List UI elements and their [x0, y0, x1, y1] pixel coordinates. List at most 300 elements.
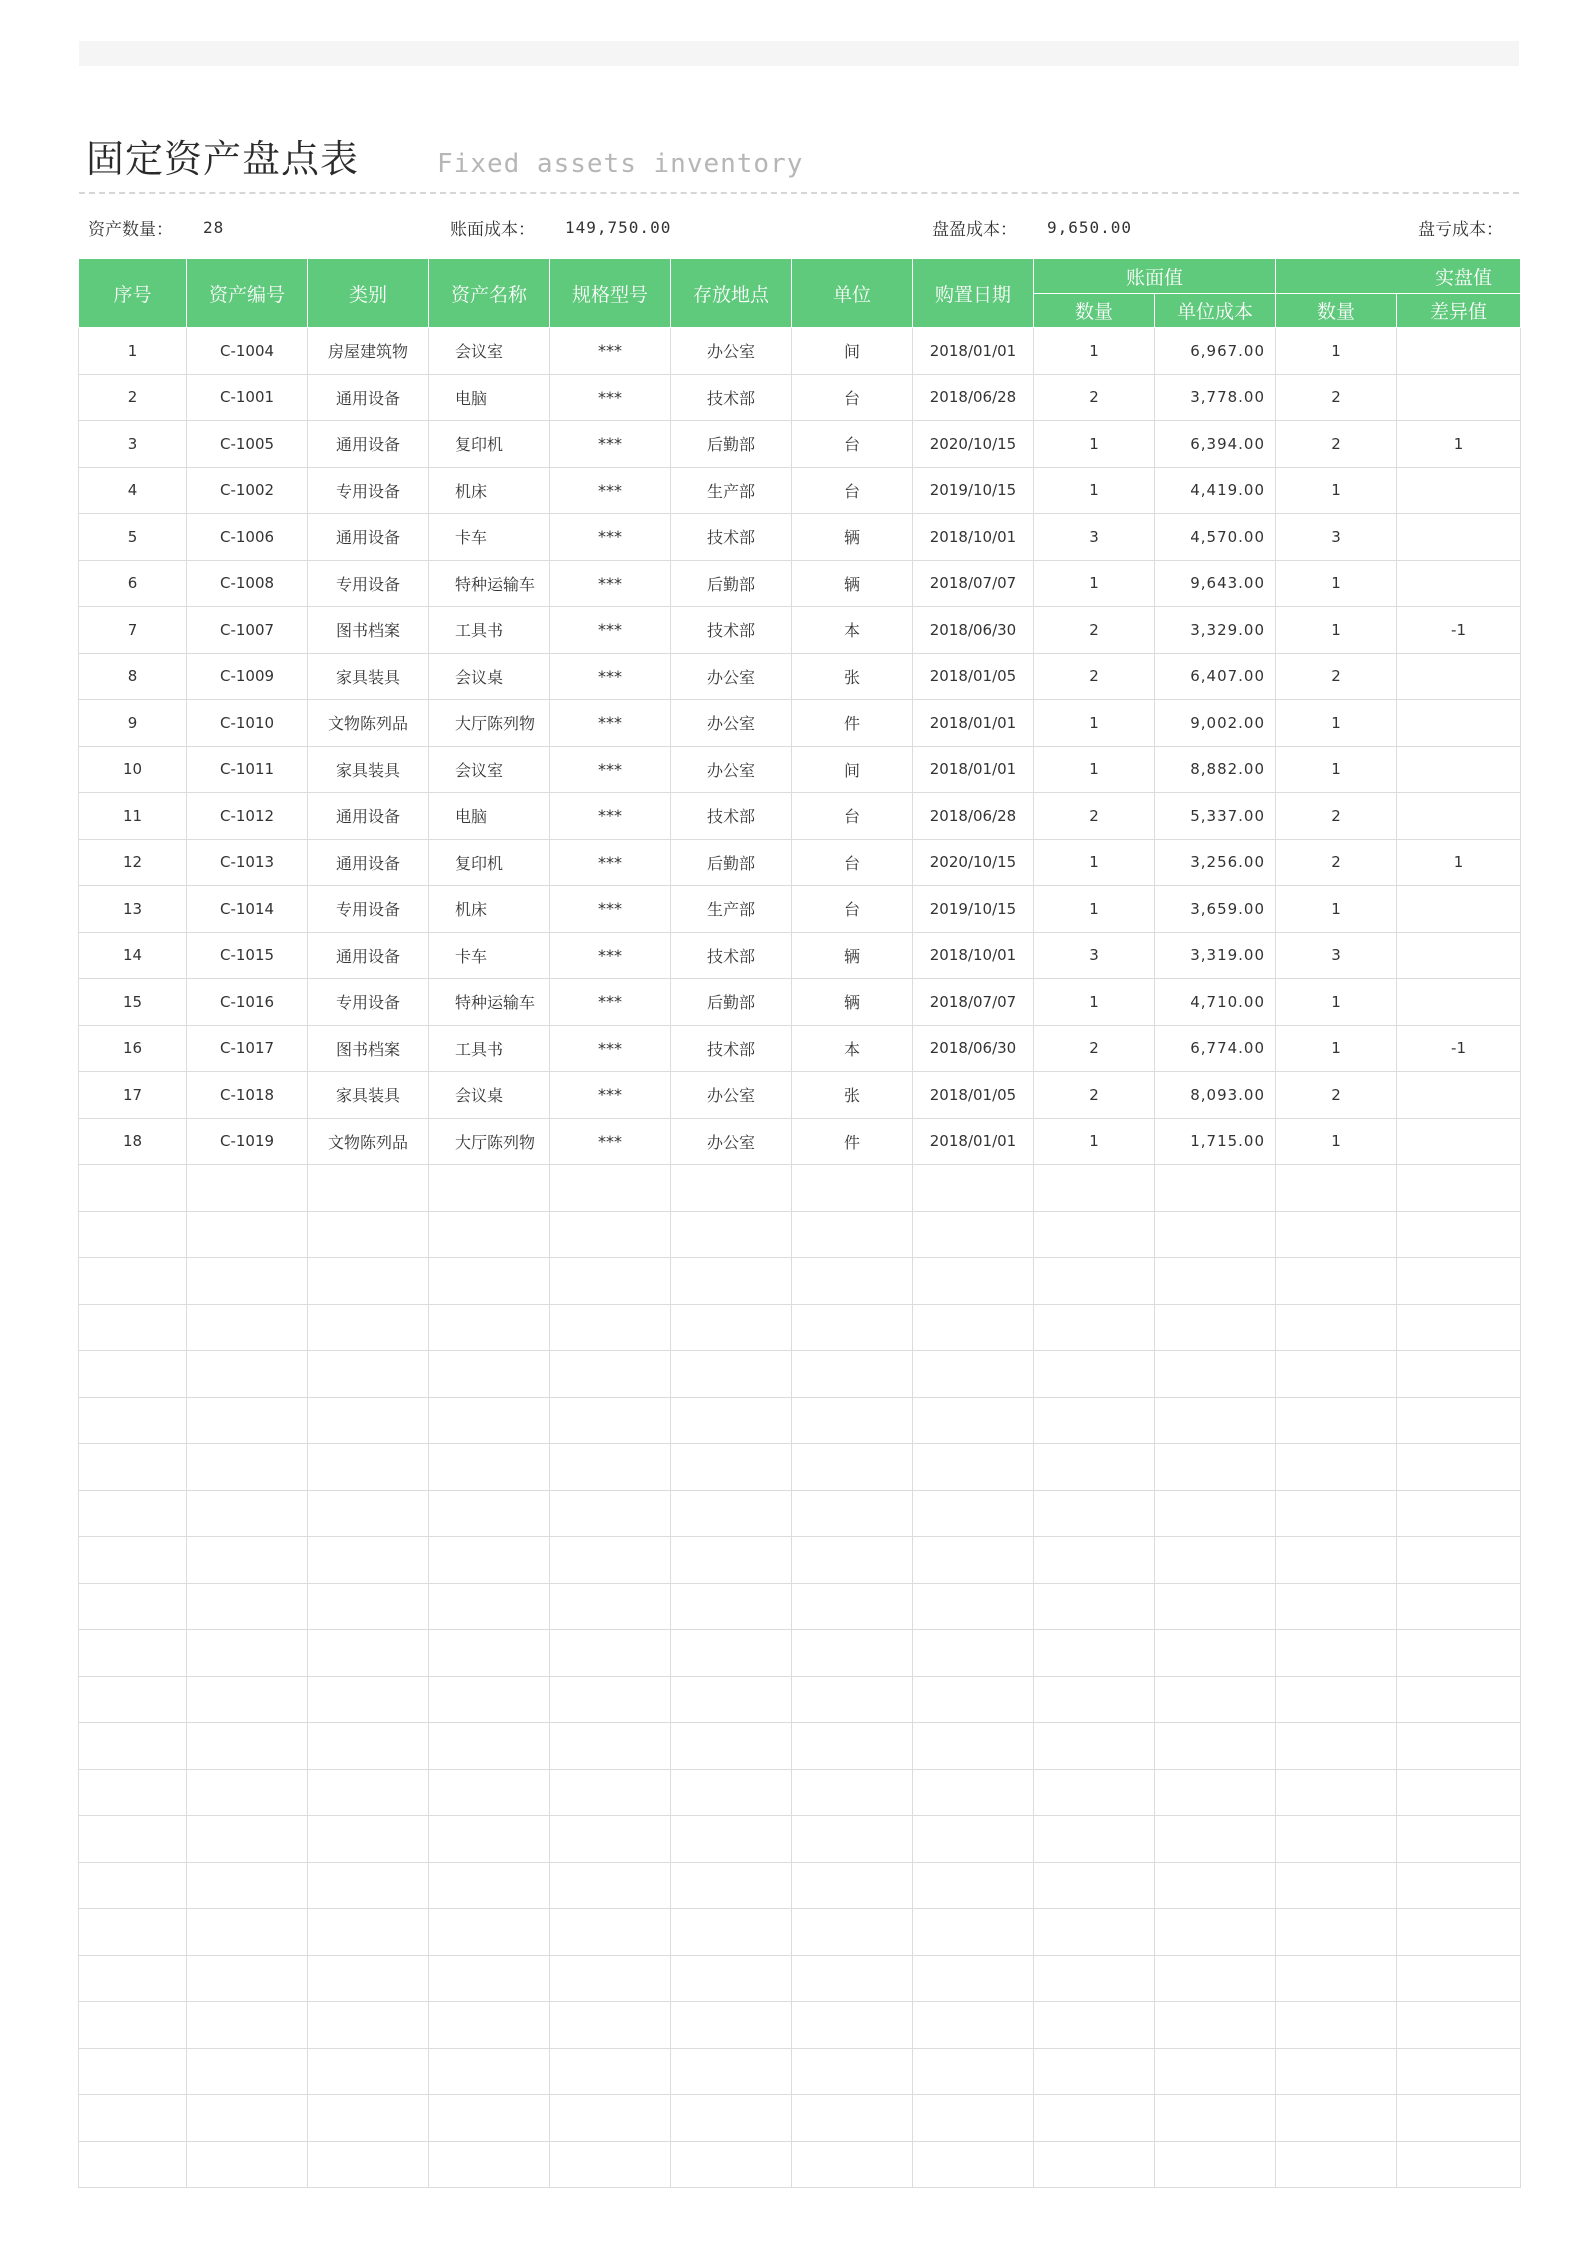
cell-category: 通用设备	[308, 793, 429, 840]
empty-cell	[1155, 1537, 1276, 1584]
page-title: 固定资产盘点表	[86, 137, 360, 181]
empty-cell	[187, 1630, 308, 1677]
empty-cell	[429, 1397, 550, 1444]
cell-book-unit-cost: 4,419.00	[1155, 467, 1276, 514]
cell-spec: ***	[550, 328, 671, 375]
empty-cell	[671, 1490, 792, 1537]
empty-cell	[792, 1490, 913, 1537]
cell-asset-code: C-1012	[187, 793, 308, 840]
empty-row	[79, 1397, 1521, 1444]
cell-location: 办公室	[671, 700, 792, 747]
cell-spec: ***	[550, 1072, 671, 1119]
cell-book-unit-cost: 6,407.00	[1155, 653, 1276, 700]
table-row	[79, 653, 1521, 700]
cell-purchase-date: 2018/06/28	[913, 793, 1034, 840]
empty-cell	[550, 1211, 671, 1258]
cell-spec: ***	[550, 374, 671, 421]
empty-cell	[1155, 1444, 1276, 1491]
empty-cell	[792, 1630, 913, 1677]
cell-actual-qty: 2	[1276, 653, 1397, 700]
cell-category: 通用设备	[308, 932, 429, 979]
cell-seq: 14	[79, 932, 187, 979]
cell-seq: 1	[79, 328, 187, 375]
cell-spec: ***	[550, 653, 671, 700]
empty-cell	[671, 1304, 792, 1351]
cell-actual-qty: 3	[1276, 514, 1397, 561]
cell-asset-code: C-1018	[187, 1072, 308, 1119]
cell-seq: 6	[79, 560, 187, 607]
cell-seq: 5	[79, 514, 187, 561]
empty-cell	[1397, 1862, 1521, 1909]
empty-cell	[429, 2048, 550, 2095]
cell-location: 技术部	[671, 607, 792, 654]
summary-surplus-cost	[932, 212, 1132, 242]
empty-cell	[792, 2141, 913, 2188]
empty-row	[79, 1769, 1521, 1816]
cell-category: 房屋建筑物	[308, 328, 429, 375]
empty-cell	[671, 1258, 792, 1305]
cell-actual-qty: 1	[1276, 607, 1397, 654]
cell-spec: ***	[550, 839, 671, 886]
empty-cell	[913, 1955, 1034, 2002]
empty-cell	[671, 2048, 792, 2095]
empty-cell	[79, 1909, 187, 1956]
book-cost-value: 149,750.00	[565, 217, 672, 237]
inventory-table	[78, 258, 1521, 2188]
empty-cell	[1276, 1258, 1397, 1305]
empty-cell	[1034, 1676, 1155, 1723]
cell-actual-qty: 3	[1276, 932, 1397, 979]
empty-cell	[671, 2002, 792, 2049]
cell-location: 生产部	[671, 886, 792, 933]
cell-unit: 台	[792, 467, 913, 514]
empty-cell	[308, 1955, 429, 2002]
cell-location: 后勤部	[671, 839, 792, 886]
empty-cell	[550, 1676, 671, 1723]
empty-cell	[187, 1397, 308, 1444]
cell-asset-code: C-1019	[187, 1118, 308, 1165]
cell-unit: 本	[792, 1025, 913, 1072]
loss-cost-label: 盘亏成本：	[1418, 219, 1503, 240]
cell-location: 办公室	[671, 1072, 792, 1119]
cell-unit: 辆	[792, 979, 913, 1026]
cell-location: 后勤部	[671, 421, 792, 468]
empty-cell	[1034, 1723, 1155, 1770]
empty-cell	[550, 1630, 671, 1677]
empty-cell	[550, 1165, 671, 1212]
cell-category: 图书档案	[308, 607, 429, 654]
cell-book-qty: 2	[1034, 374, 1155, 421]
header-book-qty: 数量	[1034, 294, 1155, 328]
empty-cell	[1155, 1769, 1276, 1816]
cell-actual-qty: 1	[1276, 700, 1397, 747]
cell-book-qty: 2	[1034, 793, 1155, 840]
empty-cell	[550, 2002, 671, 2049]
empty-cell	[671, 1816, 792, 1863]
cell-location: 技术部	[671, 932, 792, 979]
cell-difference	[1397, 374, 1521, 421]
cell-unit: 台	[792, 374, 913, 421]
cell-seq: 2	[79, 374, 187, 421]
empty-cell	[187, 1537, 308, 1584]
cell-seq: 15	[79, 979, 187, 1026]
empty-cell	[550, 1769, 671, 1816]
empty-row	[79, 1955, 1521, 2002]
empty-cell	[913, 1304, 1034, 1351]
cell-category: 家具装具	[308, 653, 429, 700]
cell-book-unit-cost: 9,002.00	[1155, 700, 1276, 747]
cell-asset-name: 机床	[429, 467, 550, 514]
cell-purchase-date: 2018/06/30	[913, 1025, 1034, 1072]
surplus-cost-value: 9,650.00	[1047, 217, 1133, 237]
empty-cell	[792, 1165, 913, 1212]
cell-book-unit-cost: 8,093.00	[1155, 1072, 1276, 1119]
cell-book-unit-cost: 3,659.00	[1155, 886, 1276, 933]
empty-cell	[671, 1630, 792, 1677]
empty-cell	[79, 1676, 187, 1723]
cell-actual-qty: 2	[1276, 421, 1397, 468]
empty-cell	[1034, 1490, 1155, 1537]
cell-actual-qty: 1	[1276, 886, 1397, 933]
cell-unit: 台	[792, 886, 913, 933]
empty-cell	[187, 2141, 308, 2188]
empty-cell	[1155, 1862, 1276, 1909]
asset-count-label: 资产数量：	[88, 219, 173, 240]
cell-category: 通用设备	[308, 421, 429, 468]
cell-asset-code: C-1010	[187, 700, 308, 747]
empty-cell	[1034, 2002, 1155, 2049]
cell-purchase-date: 2018/06/30	[913, 607, 1034, 654]
empty-cell	[671, 1165, 792, 1212]
cell-location: 技术部	[671, 1025, 792, 1072]
empty-cell	[79, 1211, 187, 1258]
cell-purchase-date: 2018/01/01	[913, 700, 1034, 747]
cell-actual-qty: 1	[1276, 1025, 1397, 1072]
header-spec: 规格型号	[550, 259, 671, 328]
empty-cell	[187, 1351, 308, 1398]
empty-cell	[1155, 2141, 1276, 2188]
table-row	[79, 793, 1521, 840]
empty-cell	[550, 1955, 671, 2002]
empty-cell	[550, 1490, 671, 1537]
cell-unit: 辆	[792, 932, 913, 979]
empty-row	[79, 1165, 1521, 1212]
cell-actual-qty: 2	[1276, 1072, 1397, 1119]
header-seq: 序号	[79, 259, 187, 328]
cell-spec: ***	[550, 607, 671, 654]
empty-cell	[792, 1676, 913, 1723]
empty-cell	[792, 2002, 913, 2049]
empty-cell	[429, 1723, 550, 1770]
cell-unit: 本	[792, 607, 913, 654]
cell-purchase-date: 2018/10/01	[913, 514, 1034, 561]
table-row	[79, 328, 1521, 375]
empty-cell	[1276, 1165, 1397, 1212]
table-row	[79, 700, 1521, 747]
cell-category: 专用设备	[308, 560, 429, 607]
empty-cell	[671, 1955, 792, 2002]
empty-cell	[1155, 1583, 1276, 1630]
header-purchase-date: 购置日期	[913, 259, 1034, 328]
cell-actual-qty: 1	[1276, 560, 1397, 607]
empty-cell	[429, 1769, 550, 1816]
empty-cell	[429, 1630, 550, 1677]
empty-cell	[792, 1769, 913, 1816]
cell-difference	[1397, 653, 1521, 700]
cell-asset-name: 电脑	[429, 793, 550, 840]
header-actual-value: 实盘值	[1276, 259, 1521, 294]
cell-seq: 4	[79, 467, 187, 514]
empty-cell	[1155, 1909, 1276, 1956]
cell-seq: 9	[79, 700, 187, 747]
empty-cell	[1397, 1351, 1521, 1398]
cell-difference	[1397, 700, 1521, 747]
cell-actual-qty: 1	[1276, 328, 1397, 375]
empty-cell	[1276, 1211, 1397, 1258]
cell-seq: 16	[79, 1025, 187, 1072]
empty-cell	[550, 1397, 671, 1444]
cell-category: 家具装具	[308, 1072, 429, 1119]
cell-category: 专用设备	[308, 979, 429, 1026]
empty-cell	[187, 1583, 308, 1630]
empty-cell	[1155, 1165, 1276, 1212]
empty-cell	[79, 1955, 187, 2002]
cell-difference	[1397, 932, 1521, 979]
cell-category: 家具装具	[308, 746, 429, 793]
cell-location: 生产部	[671, 467, 792, 514]
empty-cell	[1276, 1351, 1397, 1398]
cell-spec: ***	[550, 746, 671, 793]
empty-row	[79, 1537, 1521, 1584]
empty-cell	[1034, 1909, 1155, 1956]
cell-asset-name: 特种运输车	[429, 979, 550, 1026]
cell-asset-code: C-1017	[187, 1025, 308, 1072]
empty-cell	[79, 1862, 187, 1909]
empty-row	[79, 1862, 1521, 1909]
cell-location: 技术部	[671, 374, 792, 421]
cell-purchase-date: 2018/10/01	[913, 932, 1034, 979]
table-row	[79, 467, 1521, 514]
cell-asset-name: 卡车	[429, 514, 550, 561]
empty-cell	[792, 1304, 913, 1351]
empty-cell	[1034, 1444, 1155, 1491]
cell-purchase-date: 2018/01/01	[913, 1118, 1034, 1165]
empty-cell	[1397, 1490, 1521, 1537]
empty-cell	[1034, 2048, 1155, 2095]
empty-cell	[1276, 1955, 1397, 2002]
cell-asset-code: C-1007	[187, 607, 308, 654]
empty-cell	[79, 1583, 187, 1630]
empty-cell	[79, 1397, 187, 1444]
empty-cell	[913, 1630, 1034, 1677]
cell-asset-name: 特种运输车	[429, 560, 550, 607]
empty-cell	[308, 1351, 429, 1398]
cell-spec: ***	[550, 421, 671, 468]
cell-spec: ***	[550, 560, 671, 607]
empty-cell	[1155, 1211, 1276, 1258]
empty-cell	[550, 1723, 671, 1770]
table-row	[79, 886, 1521, 933]
cell-book-qty: 2	[1034, 653, 1155, 700]
cell-difference	[1397, 886, 1521, 933]
cell-asset-code: C-1011	[187, 746, 308, 793]
empty-cell	[187, 1909, 308, 1956]
empty-cell	[429, 1583, 550, 1630]
summary-book-cost	[450, 212, 671, 242]
empty-cell	[550, 1351, 671, 1398]
empty-cell	[1276, 1909, 1397, 1956]
empty-cell	[913, 1258, 1034, 1305]
empty-cell	[187, 1304, 308, 1351]
cell-asset-code: C-1006	[187, 514, 308, 561]
empty-cell	[671, 1583, 792, 1630]
empty-cell	[1155, 1816, 1276, 1863]
cell-difference: 1	[1397, 421, 1521, 468]
empty-cell	[671, 1769, 792, 1816]
empty-cell	[308, 1676, 429, 1723]
table-row	[79, 560, 1521, 607]
empty-cell	[429, 1211, 550, 1258]
cell-location: 办公室	[671, 653, 792, 700]
empty-cell	[1034, 2141, 1155, 2188]
cell-difference	[1397, 979, 1521, 1026]
table-row	[79, 979, 1521, 1026]
empty-cell	[187, 1955, 308, 2002]
cell-location: 技术部	[671, 793, 792, 840]
empty-cell	[1034, 1397, 1155, 1444]
page-subtitle: Fixed assets inventory	[437, 149, 804, 179]
empty-cell	[308, 2095, 429, 2142]
empty-cell	[1034, 1769, 1155, 1816]
cell-purchase-date: 2019/10/15	[913, 886, 1034, 933]
empty-cell	[1276, 1397, 1397, 1444]
empty-cell	[1276, 1676, 1397, 1723]
table-row	[79, 746, 1521, 793]
cell-asset-name: 大厅陈列物	[429, 1118, 550, 1165]
empty-cell	[550, 2141, 671, 2188]
empty-cell	[792, 2095, 913, 2142]
empty-cell	[550, 1537, 671, 1584]
cell-purchase-date: 2018/07/07	[913, 560, 1034, 607]
empty-cell	[913, 2002, 1034, 2049]
empty-cell	[79, 1769, 187, 1816]
empty-cell	[79, 1351, 187, 1398]
empty-cell	[79, 1165, 187, 1212]
empty-cell	[550, 1862, 671, 1909]
empty-cell	[792, 1583, 913, 1630]
cell-book-unit-cost: 8,882.00	[1155, 746, 1276, 793]
empty-row	[79, 1816, 1521, 1863]
empty-cell	[1276, 1490, 1397, 1537]
cell-seq: 7	[79, 607, 187, 654]
cell-seq: 11	[79, 793, 187, 840]
empty-cell	[913, 1211, 1034, 1258]
cell-difference: -1	[1397, 607, 1521, 654]
empty-cell	[1397, 1304, 1521, 1351]
empty-cell	[187, 1258, 308, 1305]
cell-seq: 17	[79, 1072, 187, 1119]
empty-cell	[1034, 1955, 1155, 2002]
cell-location: 后勤部	[671, 979, 792, 1026]
cell-location: 后勤部	[671, 560, 792, 607]
empty-cell	[1034, 1862, 1155, 1909]
empty-cell	[308, 1397, 429, 1444]
title-divider	[79, 192, 1519, 194]
empty-cell	[429, 1165, 550, 1212]
empty-row	[79, 1444, 1521, 1491]
cell-asset-name: 复印机	[429, 839, 550, 886]
cell-spec: ***	[550, 793, 671, 840]
empty-cell	[187, 1490, 308, 1537]
empty-cell	[308, 2141, 429, 2188]
empty-cell	[429, 1909, 550, 1956]
empty-cell	[1034, 1537, 1155, 1584]
empty-cell	[1155, 1630, 1276, 1677]
empty-cell	[913, 1351, 1034, 1398]
header-unit: 单位	[792, 259, 913, 328]
cell-asset-code: C-1002	[187, 467, 308, 514]
cell-book-qty: 3	[1034, 514, 1155, 561]
empty-cell	[1276, 2002, 1397, 2049]
empty-cell	[1397, 1444, 1521, 1491]
cell-spec: ***	[550, 886, 671, 933]
empty-cell	[308, 1862, 429, 1909]
empty-cell	[187, 1211, 308, 1258]
empty-cell	[550, 1583, 671, 1630]
empty-cell	[429, 1444, 550, 1491]
empty-cell	[79, 1537, 187, 1584]
empty-cell	[308, 1304, 429, 1351]
empty-row	[79, 2141, 1521, 2188]
empty-cell	[671, 2141, 792, 2188]
empty-cell	[550, 1258, 671, 1305]
cell-unit: 台	[792, 421, 913, 468]
empty-cell	[1397, 1583, 1521, 1630]
cell-book-unit-cost: 3,329.00	[1155, 607, 1276, 654]
empty-cell	[187, 2002, 308, 2049]
cell-asset-name: 大厅陈列物	[429, 700, 550, 747]
cell-unit: 间	[792, 746, 913, 793]
cell-spec: ***	[550, 700, 671, 747]
empty-cell	[187, 1816, 308, 1863]
top-band	[79, 41, 1519, 66]
empty-cell	[79, 1490, 187, 1537]
empty-row	[79, 1676, 1521, 1723]
cell-actual-qty: 1	[1276, 467, 1397, 514]
empty-cell	[913, 1537, 1034, 1584]
empty-cell	[429, 1816, 550, 1863]
empty-cell	[187, 1165, 308, 1212]
empty-cell	[308, 1816, 429, 1863]
empty-cell	[1397, 1769, 1521, 1816]
cell-asset-name: 会议室	[429, 746, 550, 793]
empty-cell	[1034, 1630, 1155, 1677]
cell-asset-name: 工具书	[429, 1025, 550, 1072]
cell-purchase-date: 2019/10/15	[913, 467, 1034, 514]
cell-actual-qty: 2	[1276, 839, 1397, 886]
cell-category: 专用设备	[308, 886, 429, 933]
empty-cell	[671, 1537, 792, 1584]
empty-cell	[308, 1444, 429, 1491]
empty-cell	[1397, 1955, 1521, 2002]
empty-cell	[913, 1909, 1034, 1956]
empty-cell	[79, 2048, 187, 2095]
empty-cell	[308, 2002, 429, 2049]
cell-purchase-date: 2018/07/07	[913, 979, 1034, 1026]
empty-cell	[792, 1397, 913, 1444]
cell-book-unit-cost: 6,774.00	[1155, 1025, 1276, 1072]
cell-category: 通用设备	[308, 839, 429, 886]
